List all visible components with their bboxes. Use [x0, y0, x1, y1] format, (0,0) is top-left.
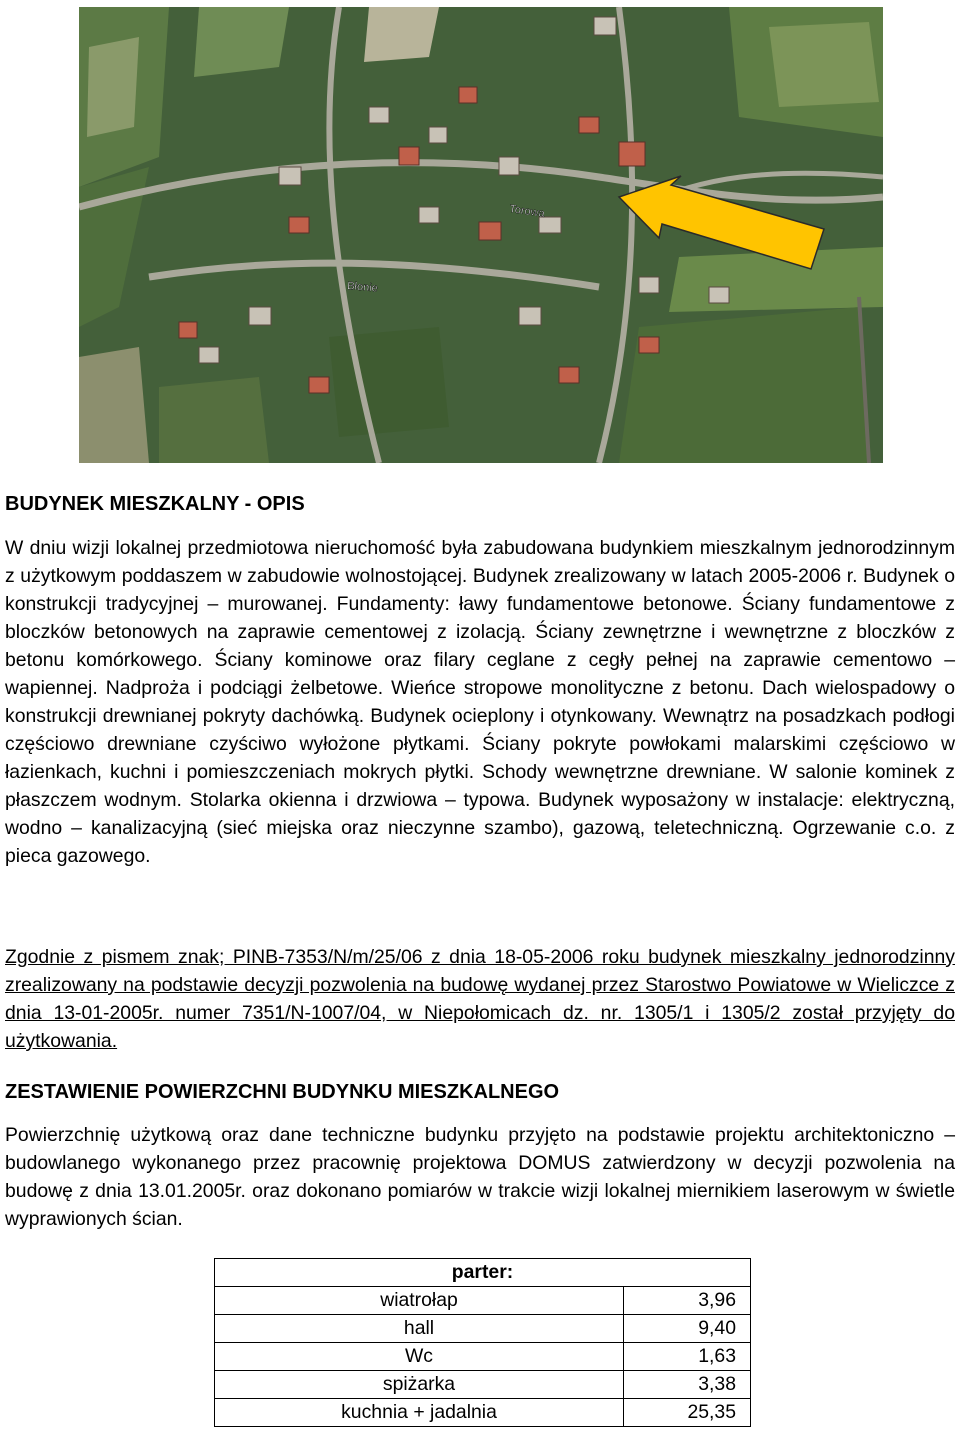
- table-row: [215, 1315, 751, 1343]
- table-row: [215, 1371, 751, 1399]
- table-header-parter: parter:: [215, 1259, 751, 1287]
- street-label-blonie: Błonie: [346, 280, 379, 295]
- surface-table: [214, 1258, 751, 1427]
- room-name: hall: [215, 1315, 624, 1343]
- section-heading-description: BUDYNEK MIESZKALNY - OPIS: [5, 493, 305, 515]
- description-paragraph: W dniu wizji lokalnej przedmiotowa nieruchomość była zabudowana budynkiem mieszkalnym jednorodzinnym z użytkowym poddaszem w zabudowie wolnostojącej. Budynek zrealizowany w latach 2005-2006 r. Budynek o konstrukcji tradycyjnej – murowanej. Fundamenty: ławy fundamentowe betonowe. Ściany fundamentowe z bloczków betonowych na zaprawie cementowej z izolacją. Ściany zewnętrzne i wewnętrzne z bloczków z betonu komórkowego. Ściany kominowe oraz filary ceglane z cegły pełnej na zaprawie cementowo – wapiennej. Nadproża i podciągi żelbetowe. Wieńce stropowe monolityczne z betonu. Dach wielospadowy o konstrukcji drewnianej pokryty dachówką. Budynek ocieplony i otynkowany. Wewnątrz na posadzkach podłogi częściowo drewniane czyściwo wyłożone płytkami. Ściany pokryte powłokami malarskimi częściowo w łazienkach, kuchni i pomieszczeniach mokrych płytki. Schody wewnętrzne drewniane. W salonie kominek z płaszczem wodnym. Stolarka okienna i drzwiowa – typowa. Budynek wyposażony w instalacje: elektryczną, wodno – kanalizacyjną (sieć miejska oraz nieczynne szambo), gazową, teletechniczną. Ogrzewanie c.o. z pieca gazowego.: [5, 537, 955, 867]
- room-area: 9,40: [624, 1315, 751, 1343]
- table-header-row: [215, 1259, 751, 1287]
- room-area: 25,35: [624, 1399, 751, 1427]
- table-row: [215, 1343, 751, 1371]
- room-name: spiżarka: [215, 1371, 624, 1399]
- section-heading-surface-summary: ZESTAWIENIE POWIERZCHNI BUDYNKU MIESZKALNEGO: [5, 1081, 560, 1103]
- room-area: 3,38: [624, 1371, 751, 1399]
- permit-note-paragraph: Zgodnie z pismem znak; PINB-7353/N/m/25/06 z dnia 18-05-2006 roku budynek mieszkalny jednorodzinny zrealizowany na podstawie decyzji pozwolenia na budowę wydanej przez Starostwo Powiatowe w Wieliczce z dnia 13-01-2005r. numer 7351/N-1007/04, w Niepołomicach dz. nr. 1305/1 i 1305/2 został przyjęty do użytkowania.: [5, 946, 955, 1052]
- room-area: 1,63: [624, 1343, 751, 1371]
- room-area: 3,96: [624, 1287, 751, 1315]
- table-row: [215, 1287, 751, 1315]
- surface-basis-paragraph: Powierzchnię użytkową oraz dane techniczne budynku przyjęto na podstawie projektu architektoniczno – budowlanego wykonanego przez pracownię projektowa DOMUS zatwierdzony w decyzji pozwolenia na budowę z dnia 13.01.2005r. oraz dokonano pomiarów w trakcie wizji lokalnej miernikiem laserowym w świetle wyprawionych ścian.: [5, 1124, 955, 1230]
- room-name: kuchnia + jadalnia: [215, 1399, 624, 1427]
- aerial-map-photo: [79, 7, 883, 463]
- street-label-torowa: Torowa: [508, 203, 546, 220]
- table-row: [215, 1399, 751, 1427]
- room-name: wiatrołap: [215, 1287, 624, 1315]
- room-name: Wc: [215, 1343, 624, 1371]
